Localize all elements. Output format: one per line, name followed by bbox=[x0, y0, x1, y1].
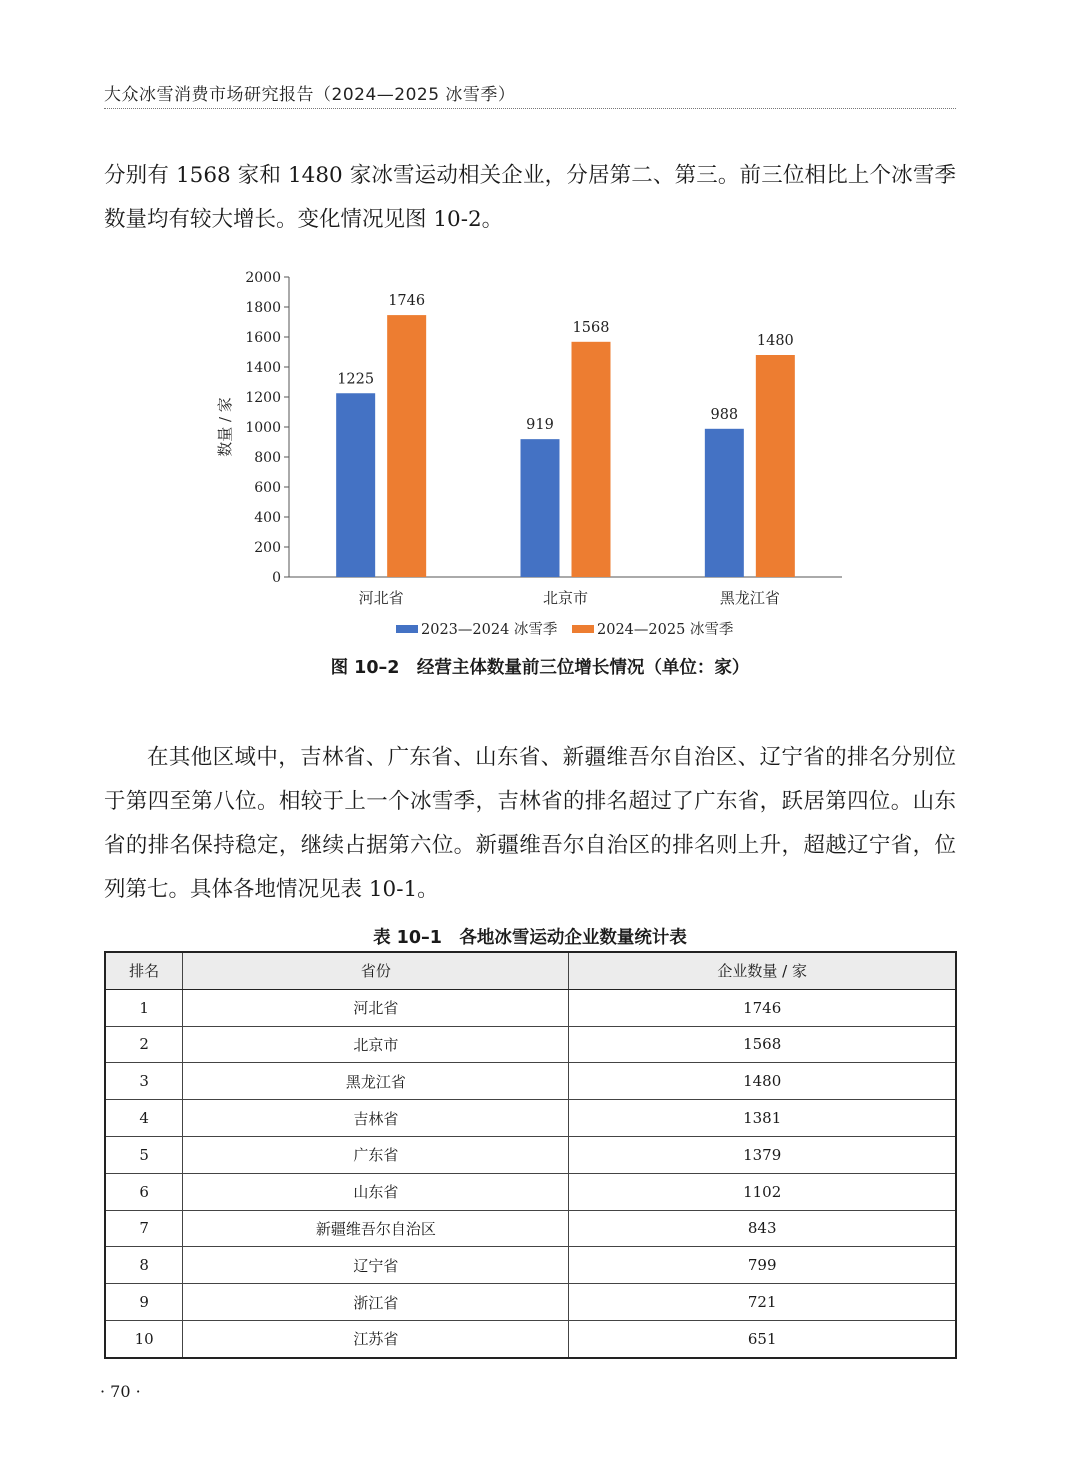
rank-cell: 2 bbox=[105, 1026, 183, 1063]
y-tick-label: 800 bbox=[254, 450, 281, 466]
count-cell: 799 bbox=[569, 1247, 956, 1284]
count-cell: 721 bbox=[569, 1284, 956, 1321]
y-tick-label: 1200 bbox=[245, 390, 281, 406]
y-tick-label: 2000 bbox=[245, 270, 281, 286]
rank-cell: 9 bbox=[105, 1284, 183, 1321]
table-row bbox=[105, 989, 956, 1026]
y-tick-label: 400 bbox=[254, 510, 281, 526]
header-count: 企业数量 / 家 bbox=[569, 952, 956, 989]
bar bbox=[336, 393, 375, 577]
y-tick-label: 1400 bbox=[245, 360, 281, 376]
y-axis-title: 数量 / 家 bbox=[216, 397, 234, 457]
x-tick-label: 黑龙江省 bbox=[719, 589, 780, 607]
data-label: 1480 bbox=[756, 333, 794, 349]
y-tick-label: 1000 bbox=[245, 420, 281, 436]
page-number: · 70 · bbox=[100, 1382, 141, 1401]
header-divider bbox=[104, 108, 956, 109]
rank-cell: 3 bbox=[105, 1063, 183, 1100]
province-cell: 河北省 bbox=[183, 989, 569, 1026]
table-row bbox=[105, 1284, 956, 1321]
rank-cell: 5 bbox=[105, 1136, 183, 1173]
rank-cell: 1 bbox=[105, 989, 183, 1026]
count-cell: 1480 bbox=[569, 1063, 956, 1100]
data-label: 1568 bbox=[572, 319, 610, 336]
bar-chart bbox=[200, 262, 880, 652]
count-cell: 1102 bbox=[569, 1173, 956, 1210]
rank-cell: 8 bbox=[105, 1247, 183, 1284]
header-province: 省份 bbox=[183, 952, 569, 989]
table-row bbox=[105, 1210, 956, 1247]
province-cell: 北京市 bbox=[183, 1026, 569, 1063]
running-header: 大众冰雪消费市场研究报告（2024—2025 冰雪季） bbox=[104, 85, 516, 105]
province-cell: 浙江省 bbox=[183, 1284, 569, 1321]
y-tick-label: 1600 bbox=[245, 330, 281, 346]
province-cell: 广东省 bbox=[183, 1136, 569, 1173]
data-label: 1746 bbox=[388, 293, 426, 310]
bar-chart-container bbox=[200, 262, 880, 652]
x-tick-label: 河北省 bbox=[358, 589, 404, 607]
paragraph-regions bbox=[104, 736, 956, 912]
count-cell: 651 bbox=[569, 1320, 956, 1357]
rank-cell: 4 bbox=[105, 1100, 183, 1137]
legend-label: 2023—2024 冰雪季 bbox=[421, 622, 558, 638]
count-cell: 843 bbox=[569, 1210, 956, 1247]
province-cell: 江苏省 bbox=[183, 1320, 569, 1357]
legend-swatch bbox=[396, 625, 418, 633]
bar bbox=[705, 429, 744, 577]
y-tick-label: 600 bbox=[254, 480, 281, 496]
x-tick-label: 北京市 bbox=[542, 589, 589, 607]
rank-cell: 6 bbox=[105, 1173, 183, 1210]
count-cell: 1746 bbox=[569, 989, 956, 1026]
data-label: 988 bbox=[710, 406, 739, 423]
table-row bbox=[105, 1173, 956, 1210]
table-row bbox=[105, 1247, 956, 1284]
bar bbox=[521, 439, 560, 577]
province-cell: 新疆维吾尔自治区 bbox=[183, 1210, 569, 1247]
count-cell: 1379 bbox=[569, 1136, 956, 1173]
paragraph-1-text: 分别有 1568 家和 1480 家冰雪运动相关企业，分居第二、第三。前三位相比上个冰雪季数量均有较大增长。变化情况见图 10-2。 bbox=[104, 163, 956, 232]
y-tick-label: 200 bbox=[254, 540, 281, 556]
paragraph-2-text: 在其他区域中，吉林省、广东省、山东省、新疆维吾尔自治区、辽宁省的排名分别位于第四至第八位。相较于上一个冰雪季，吉林省的排名超过了广东省，跃居第四位。山东省的排名保持稳定，继续占据第六位。新疆维吾尔自治区的排名则上升，超越辽宁省，位列第七。具体各地情况见表 10-1。 bbox=[104, 745, 956, 902]
province-cell: 吉林省 bbox=[183, 1100, 569, 1137]
table-row bbox=[105, 1136, 956, 1173]
y-tick-label: 0 bbox=[272, 570, 281, 586]
bar bbox=[756, 355, 795, 577]
count-cell: 1568 bbox=[569, 1026, 956, 1063]
bar bbox=[387, 315, 426, 577]
table-caption: 表 10–1 各地冰雪运动企业数量统计表 bbox=[373, 928, 687, 948]
data-label: 1225 bbox=[337, 371, 375, 388]
rank-cell: 7 bbox=[105, 1210, 183, 1247]
y-tick-label: 1800 bbox=[245, 300, 281, 316]
legend-label: 2024—2025 冰雪季 bbox=[597, 622, 734, 638]
enterprise-count-table bbox=[104, 951, 957, 1359]
data-label: 919 bbox=[526, 417, 554, 434]
legend-swatch bbox=[572, 625, 594, 633]
rank-cell: 10 bbox=[105, 1320, 183, 1357]
table-header-row bbox=[105, 952, 956, 989]
table-row bbox=[105, 1026, 956, 1063]
bar bbox=[572, 342, 611, 577]
table-row bbox=[105, 1100, 956, 1137]
province-cell: 黑龙江省 bbox=[183, 1063, 569, 1100]
paragraph-intro bbox=[104, 154, 956, 242]
province-cell: 山东省 bbox=[183, 1173, 569, 1210]
header-rank: 排名 bbox=[105, 952, 183, 989]
count-cell: 1381 bbox=[569, 1100, 956, 1137]
figure-caption: 图 10–2 经营主体数量前三位增长情况（单位：家） bbox=[330, 658, 750, 678]
table-row bbox=[105, 1063, 956, 1100]
table-row bbox=[105, 1320, 956, 1357]
province-cell: 辽宁省 bbox=[183, 1247, 569, 1284]
